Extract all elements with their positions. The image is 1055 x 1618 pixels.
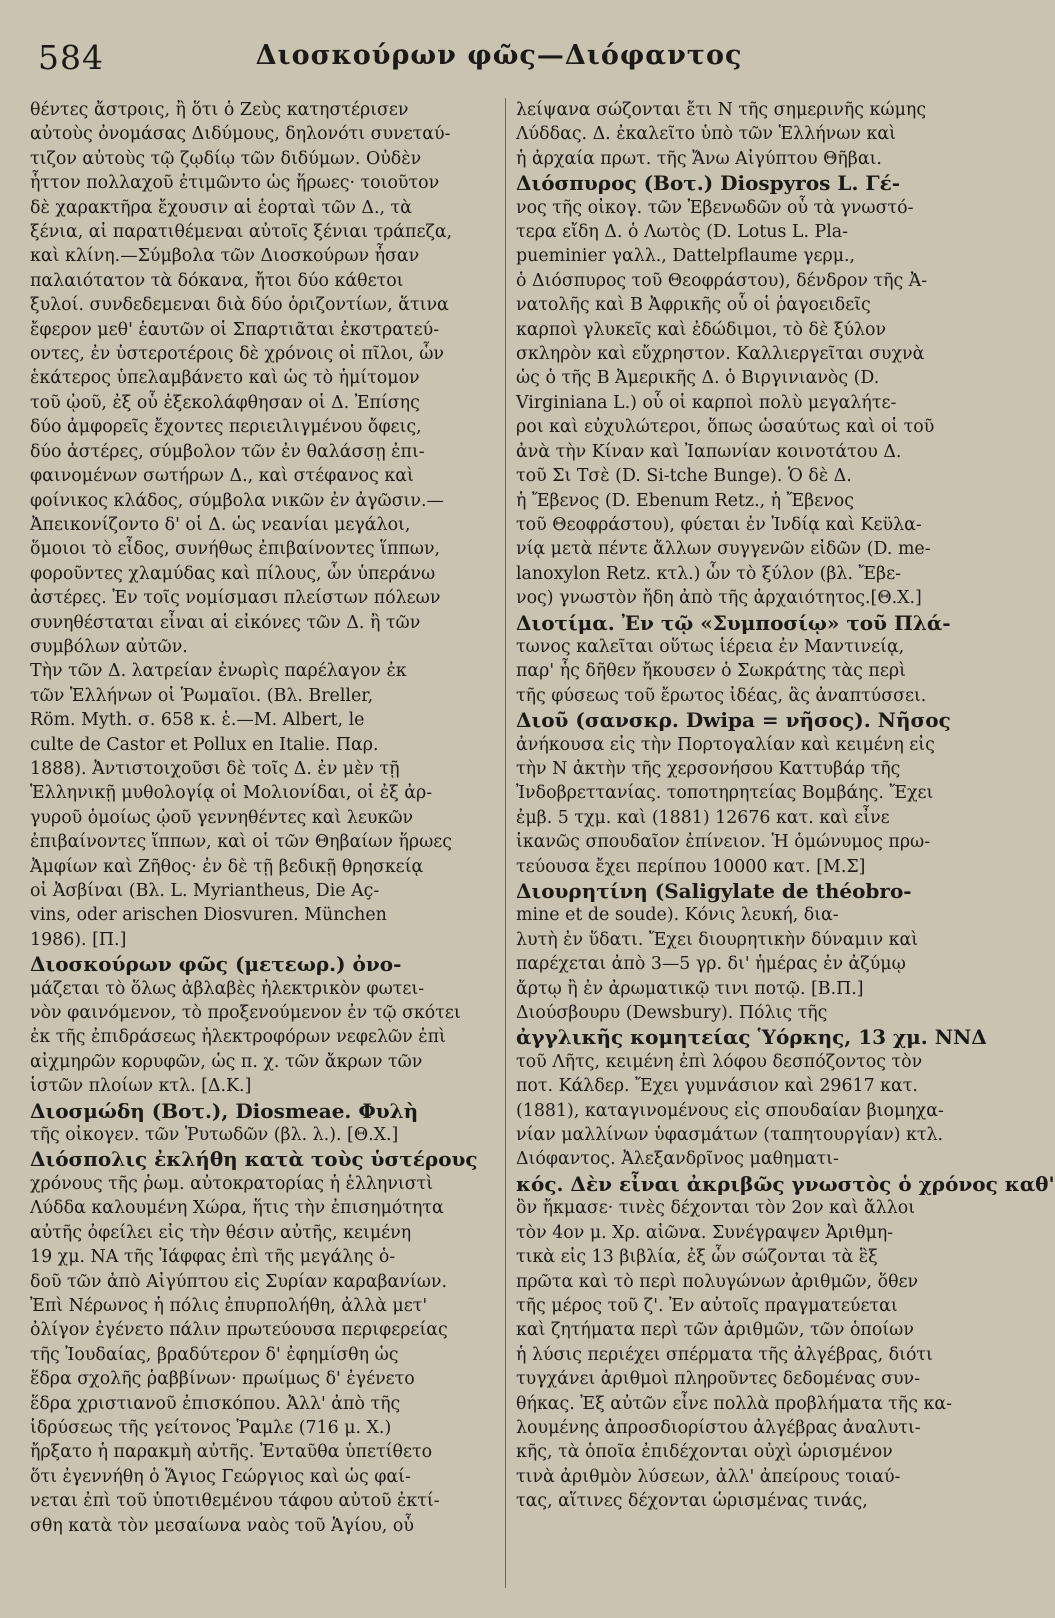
text-line: ἑκάτερος ὑπελαμβάνετο καὶ ὡς τὸ ἡμίτομον xyxy=(30,368,420,389)
text-line: ἐκ τῆς ἐπιδράσεως ἠλεκτροφόρων νεφελῶν ἐπὶ xyxy=(30,1027,446,1048)
text-line: Virginiana L.) οὗ οἱ καρποὶ πολὺ μεγαλήτε- xyxy=(516,392,897,413)
text-line: νος τῆς οἰκογ. τῶν Ἐβενωδῶν οὗ τὰ γνωστό- xyxy=(516,197,914,218)
text-line: Ἑλληνικῇ μυθολογίᾳ οἱ Μολιονίδαι, οἱ ἐξ ἀρ- xyxy=(30,783,433,804)
text-line: ἄρτῳ ἢ ἐν ἀρωματικῷ τινι ποτῷ. [Β.Π.] xyxy=(516,978,864,999)
text-line: τῆς Ἰουδαίας, βραδύτερον δ' ἐφημίσθη ὡς xyxy=(30,1344,399,1365)
text-line: νὸν φαινόμενον, τὸ προξενούμενον ἐν τῷ σκότει xyxy=(30,1003,461,1024)
entry-headword-line: Διοῦ (σανσκρ. Dwipa = νῆσος). Νῆσος xyxy=(516,708,951,733)
left-column xyxy=(30,98,498,1538)
text-line: λουμένης ἀπροσδιορίστου ἀλγέβρας ἀναλυτι- xyxy=(516,1417,921,1438)
text-line: τῆς μέρος τοῦ ζ'. Ἐν αὐτοῖς πραγματεύεται xyxy=(516,1295,898,1316)
text-line: δοῦ τῶν ἀπὸ Αἰγύπτου εἰς Συρίαν καραβανίων. xyxy=(30,1271,447,1292)
text-line: σκληρὸν καὶ εὔχρηστον. Καλλιεργεῖται συχνὰ xyxy=(516,344,925,365)
text-line: ἐμβ. 5 τχμ. καὶ (1881) 12676 κατ. καὶ εἶνε xyxy=(516,807,890,828)
text-line: παλαιότατον τὰ δόκανα, ἤτοι δύο κάθετοι xyxy=(30,270,404,291)
text-line: συνηθέσταται εἶναι αἱ εἰκόνες τῶν Δ. ἢ τῶν xyxy=(30,612,421,633)
text-line: συμβόλων αὐτῶν. xyxy=(30,636,188,657)
text-line: θήκας. Ἐξ αὐτῶν εἶνε πολλὰ προβλήματα τῆς κα- xyxy=(516,1393,952,1414)
text-line: τῶν Ἑλλήνων οἱ Ῥωμαῖοι. (Βλ. Breller, xyxy=(30,685,374,706)
text-line: 1888). Ἀντιστοιχοῦσι δὲ τοῖς Δ. ἐν μὲν τῇ xyxy=(30,758,400,779)
entry-headword-line: Διοσμώδη (Βοτ.), Diosmeae. Φυλὴ xyxy=(30,1098,419,1123)
text-line: γυροῦ ὁμοίως ᾠοῦ γεννηθέντες καὶ λευκῶν xyxy=(30,807,414,828)
text-line: τιζον αὐτοὺς τῷ ζῳδίῳ τῶν διδύμων. Οὐδὲν xyxy=(30,148,422,169)
entry-headword-line: Διουρητίνη (Saligylate de théobro- xyxy=(516,879,912,903)
text-line: (1881), καταγινομένους εἰς σπουδαίαν βιομηχα- xyxy=(516,1100,944,1121)
text-line: ἱκανῶς σπουδαῖον ἐπίνειον. Ἡ ὁμώνυμος πρω- xyxy=(516,832,931,853)
text-line: τοῦ Σι Τσὲ (D. Si-tche Bunge). Ὁ δὲ Δ. xyxy=(516,466,852,487)
text-line: Ἐπὶ Νέρωνος ἡ πόλις ἐπυρπολήθη, ἀλλὰ μετ' xyxy=(30,1295,428,1316)
text-line: οἱ Ἀσβίναι (Βλ. L. Myriantheus, Die Aç- xyxy=(30,881,380,901)
text-line: τοῦ ᾠοῦ, ἐξ οὗ ἐξεκολάφθησαν οἱ Δ. Ἐπίσης xyxy=(30,392,420,413)
entry-headword-line: κός. Δὲν εἶναι ἀκριβῶς γνωστὸς ὁ χρόνος καθ' xyxy=(516,1171,1055,1196)
text-line: ὅτι ἐγεννήθη ὁ Ἅγιος Γεώργιος καὶ ὡς φαί- xyxy=(30,1466,411,1487)
text-line: Τὴν τῶν Δ. λατρείαν ἐνωρὶς παρέλαγον ἐκ xyxy=(30,661,407,682)
text-line: νος) γνωστὸν ἤδη ἀπὸ τῆς ἀρχαιότητος.[Θ.Χ.] xyxy=(516,588,922,609)
text-line: 19 χμ. ΝΑ τῆς Ἰάφφας ἐπὶ τῆς μεγάλης ὁ- xyxy=(30,1247,396,1268)
text-line: Ἀπεικονίζοντο δ' οἱ Δ. ὡς νεανίαι μεγάλοι, xyxy=(30,514,411,535)
text-line: νεται ἐπὶ τοῦ ὑποτιθεμένου τάφου αὐτοῦ ἐκτί- xyxy=(30,1491,440,1512)
page-header xyxy=(38,28,960,78)
text-line: πρῶτα καὶ τὸ περὶ πολυγώνων ἀριθμῶν, ὅθεν xyxy=(516,1271,919,1292)
text-line: ὀλίγον ἐγένετο πάλιν πρωτεύουσα περιφερείας xyxy=(30,1320,448,1341)
text-line: αἰχμηρῶν κορυφῶν, ὡς π. χ. τῶν ἄκρων τῶν xyxy=(30,1051,423,1072)
text-line: ροι καὶ εὐχυλώτεροι, ὅπως ὡσαύτως καὶ οἱ τοῦ xyxy=(516,417,935,438)
text-line: νίαν μαλλίνων ὑφασμάτων (ταπητουργίαν) κτλ. xyxy=(516,1125,944,1146)
text-line: ἀνήκουσα εἰς τὴν Πορτογαλίαν καὶ κειμένη εἰς xyxy=(516,734,935,755)
text-line: ἡ Ἔβενος (D. Ebenum Retz., ἡ Ἔβενος xyxy=(516,490,855,511)
text-line: ποτ. Κάλδερ. Ἔχει γυμνάσιον καὶ 29617 κατ. xyxy=(516,1076,918,1097)
text-line: νίᾳ μετὰ πέντε ἄλλων συγγενῶν εἰδῶν (D. me- xyxy=(516,539,931,560)
text-line: νατολῆς καὶ Β Ἀφρικῆς οὗ οἱ ῥαγοειδεῖς xyxy=(516,295,871,316)
text-line: ἕδρα χριστιανοῦ ἐπισκόπου. Ἀλλ' ἀπὸ τῆς xyxy=(30,1393,401,1414)
text-line: τὴν Ν ἀκτὴν τῆς χερσονήσου Καττυβάρ τῆς xyxy=(516,758,901,779)
entry-headword-line: Διοτίμα. Ἐν τῷ «Συμποσίῳ» τοῦ Πλά- xyxy=(516,610,951,635)
text-line: τῆς οἰκογεν. τῶν Ῥυτωδῶν (βλ. λ.). [Θ.Χ.] xyxy=(30,1125,399,1146)
text-line: χρόνους τῆς ῥωμ. αὐτοκρατορίας ἡ ἑλληνιστὶ xyxy=(30,1173,434,1194)
text-line: θέντες ἄστροις, ἢ ὅτι ὁ Ζεὺς κατηστέρισεν xyxy=(30,100,409,120)
text-line: τῆς φύσεως τοῦ ἔρωτος ἰδέας, ἃς ἀναπτύσσει. xyxy=(516,685,927,706)
text-line: pueminier γαλλ., Dattelpflaume γερμ., xyxy=(516,246,856,267)
text-line: ἱδρύσεως τῆς γείτονος Ῥαμλε (716 μ. Χ.) xyxy=(30,1417,392,1438)
entry-headword-line: Διόσπυρος (Βοτ.) Diospyros L. Γέ- xyxy=(516,171,901,196)
text-line: δύο ἀμφορεῖς ἔχοντες περιειλιγμένου ὄφεις, xyxy=(30,417,422,438)
text-line: mine et de soude). Κόνις λευκή, δια- xyxy=(516,905,839,926)
text-line: Διούσβουρυ (Dewsbury). Πόλις τῆς xyxy=(516,1003,828,1024)
text-line: vins, oder arischen Diosvuren. München xyxy=(30,905,387,926)
text-line: λείψανα σώζονται ἔτι Ν τῆς σημερινῆς κώμης xyxy=(516,100,927,120)
text-line: τεύουσα ἔχει περίπου 10000 κατ. [Μ.Σ] xyxy=(516,856,866,877)
text-line: Λύδδα καλουμένη Χώρα, ἥτις τὴν ἐπισημότητα xyxy=(30,1198,444,1219)
text-line: κῆς, τὰ ὁποῖα ἐπιδέχονται οὐχὶ ὡρισμένον xyxy=(516,1442,893,1463)
text-line: Ἰνδοβρεττανίας. τοποτηρητείας Βομβάης. Ἔχει xyxy=(516,783,934,804)
text-line: τυγχάνει ἀριθμοὶ πληροῦντες δεδομένας συν- xyxy=(516,1369,920,1390)
text-line: ἕδρα σχολῆς ῥαββίνων· πρωίμως δ' ἐγένετο xyxy=(30,1369,415,1390)
entry-headword-line: ἀγγλικῆς κομητείας Ὑόρκης, 13 χμ. ΝΝΔ xyxy=(516,1025,987,1050)
text-line: τοῦ Λῆτς, κειμένη ἐπὶ λόφου δεσπόζοντος τὸν xyxy=(516,1051,923,1072)
text-line: παρ' ἧς δῆθεν ἤκουσεν ὁ Σωκράτης τὰς περὶ xyxy=(516,661,906,682)
text-line: δὲ χαρακτῆρα ἔχουσιν αἱ ἑορταὶ τῶν Δ., τὰ xyxy=(30,197,412,218)
text-line: δύο ἀστέρες, σύμβολον τῶν ἐν θαλάσσῃ ἐπι- xyxy=(30,441,425,462)
text-line: ἱστῶν πλοίων κτλ. [Δ.Κ.] xyxy=(30,1076,252,1097)
text-line: τερα εἴδη Δ. ὁ Λωτὸς (D. Lotus L. Pla- xyxy=(516,222,849,243)
text-line: Röm. Myth. σ. 658 κ. ἑ.—Μ. Albert, le xyxy=(30,710,365,731)
text-line: φοροῦντες χλαμύδας καὶ πίλους, ὧν ὑπεράνω xyxy=(30,563,436,584)
text-line: ἤρξατο ἡ παρακμὴ αὐτῆς. Ἐνταῦθα ὑπετίθετο xyxy=(30,1442,433,1463)
text-line: καρποὶ γλυκεῖς καὶ ἐδώδιμοι, τὸ δὲ ξύλον xyxy=(516,319,887,340)
text-line: φοίνικος κλάδος, σύμβολα νικῶν ἐν ἀγῶσιν.— xyxy=(30,490,444,511)
column-divider xyxy=(505,98,506,1588)
text-line: τωνος καλεῖται οὕτως ἱέρεια ἐν Μαντινείᾳ, xyxy=(516,636,905,657)
text-line: ἡ λύσις περιέχει σπέρματα τῆς ἀλγέβρας, διότι xyxy=(516,1344,933,1365)
text-line: ἀνὰ τὴν Κίναν καὶ Ἰαπωνίαν κοινοτάτου Δ. xyxy=(516,441,902,462)
right-column xyxy=(516,98,1055,1514)
text-line: ἐπιβαίνοντες ἵππων, καὶ οἱ τῶν Θηβαίων ἥρωες xyxy=(30,832,453,853)
text-line: culte de Castor et Pollux en Italie. Παρ. xyxy=(30,734,379,755)
text-line: ὡς ὁ τῆς Β Ἀμερικῆς Δ. ὁ Βιργινιανὸς (D. xyxy=(516,368,880,389)
entry-headword-line: Διοσκούρων φῶς (μετεωρ.) ὀνο- xyxy=(30,952,402,977)
text-line: Διόφαντος. Ἀλεξανδρῖνος μαθηματι- xyxy=(516,1149,839,1170)
text-line: Ἀμφίων καὶ Ζῆθος· ἐν δὲ τῇ βεδικῇ θρησκείᾳ xyxy=(30,856,424,877)
text-line: μάζεται τὸ ὅλως ἀβλαβὲς ἠλεκτρικὸν φωτει- xyxy=(30,978,425,999)
text-line: καὶ ζητήματα περὶ τῶν ἀριθμῶν, τῶν ὁποίων xyxy=(516,1320,914,1341)
text-line: τοῦ Θεοφράστου), φύεται ἐν Ἰνδίᾳ καὶ Κεϋλα- xyxy=(516,514,922,535)
text-line: ὃν ἤκμασε· τινὲς δέχονται τὸν 2ον καὶ ἄλλοι xyxy=(516,1198,916,1219)
text-line: τας, αἵτινες δέχονται ὡρισμένας τινάς, xyxy=(516,1491,868,1512)
text-line: λυτὴ ἐν ὕδατι. Ἔχει διουρητικὴν δύναμιν καὶ xyxy=(516,929,919,950)
text-line: τὸν 4ον μ. Χρ. αἰῶνα. Συνέγραψεν Ἀριθμη- xyxy=(516,1222,894,1243)
text-line: ὅμοιοι τὸ εἶδος, συνήθως ἐπιβαίνοντες ἵππων, xyxy=(30,539,441,560)
text-line: ἔφερον μεθ' ἑαυτῶν οἱ Σπαρτιᾶται ἐκστρατεύ- xyxy=(30,319,440,340)
running-head: Διοσκούρων φῶς—Διόφαντος xyxy=(255,40,743,71)
text-line: 1986). [Π.] xyxy=(30,929,127,950)
text-line: οντες, ἐν ὑστεροτέροις δὲ χρόνοις οἱ πῖλοι, ὧν xyxy=(30,344,444,365)
text-line: ξένια, αἱ παρατιθέμεναι αὐτοῖς ξένιαι τράπεζα, xyxy=(30,222,453,243)
text-line: ἧττον πολλαχοῦ ἐτιμῶντο ὡς ἥρωες· τοιοῦτον xyxy=(30,173,440,194)
text-line: φαινομένων σωτήρων Δ., καὶ στέφανος καὶ xyxy=(30,466,414,487)
text-line: τικὰ εἰς 13 βιβλία, ἐξ ὧν σώζονται τὰ ἓξ xyxy=(516,1247,878,1268)
page-number: 584 xyxy=(38,38,104,77)
text-line: ἀστέρες. Ἐν τοῖς νομίσμασι πλείστων πόλεων xyxy=(30,588,441,609)
text-line: αὐτῆς ὀφείλει εἰς τὴν θέσιν αὐτῆς, κειμένη xyxy=(30,1222,412,1243)
text-line: Λύδδας. Δ. ἐκαλεῖτο ὑπὸ τῶν Ἑλλήνων καὶ xyxy=(516,124,896,145)
text-line: ὁ Διόσπυρος τοῦ Θεοφράστου), δένδρον τῆς Ἀ- xyxy=(516,270,928,291)
text-line: παρέχεται ἀπὸ 3—5 γρ. δι' ἡμέρας ἐν ἀζύμῳ xyxy=(516,954,906,975)
text-line: ξυλοί. συνδεδεμεναι διὰ δύο ὁριζοντίων, ἅτινα xyxy=(30,295,449,316)
text-line: lanoxylon Retz. κτλ.) ὧν τὸ ξύλον (βλ. Ἔβε- xyxy=(516,563,901,584)
text-line: αὐτοὺς ὀνομάσας Διδύμους, δηλονότι συνεταύ- xyxy=(30,124,451,145)
text-line: ἡ ἀρχαία πρωτ. τῆς Ἄνω Αἰγύπτου Θῆβαι. xyxy=(516,148,882,169)
text-line: σθη κατὰ τὸν μεσαίωνα ναὸς τοῦ Ἁγίου, οὗ xyxy=(30,1515,414,1536)
text-line: τινὰ ἀριθμὸν λύσεων, ἀλλ' ἀπείρους τοιαύ- xyxy=(516,1466,901,1487)
entry-headword-line: Διόσπολις ἐκλήθη κατὰ τοὺς ὑστέρους xyxy=(30,1147,478,1172)
text-line: καὶ κλίνη.—Σύμβολα τῶν Διοσκούρων ἦσαν xyxy=(30,246,420,267)
